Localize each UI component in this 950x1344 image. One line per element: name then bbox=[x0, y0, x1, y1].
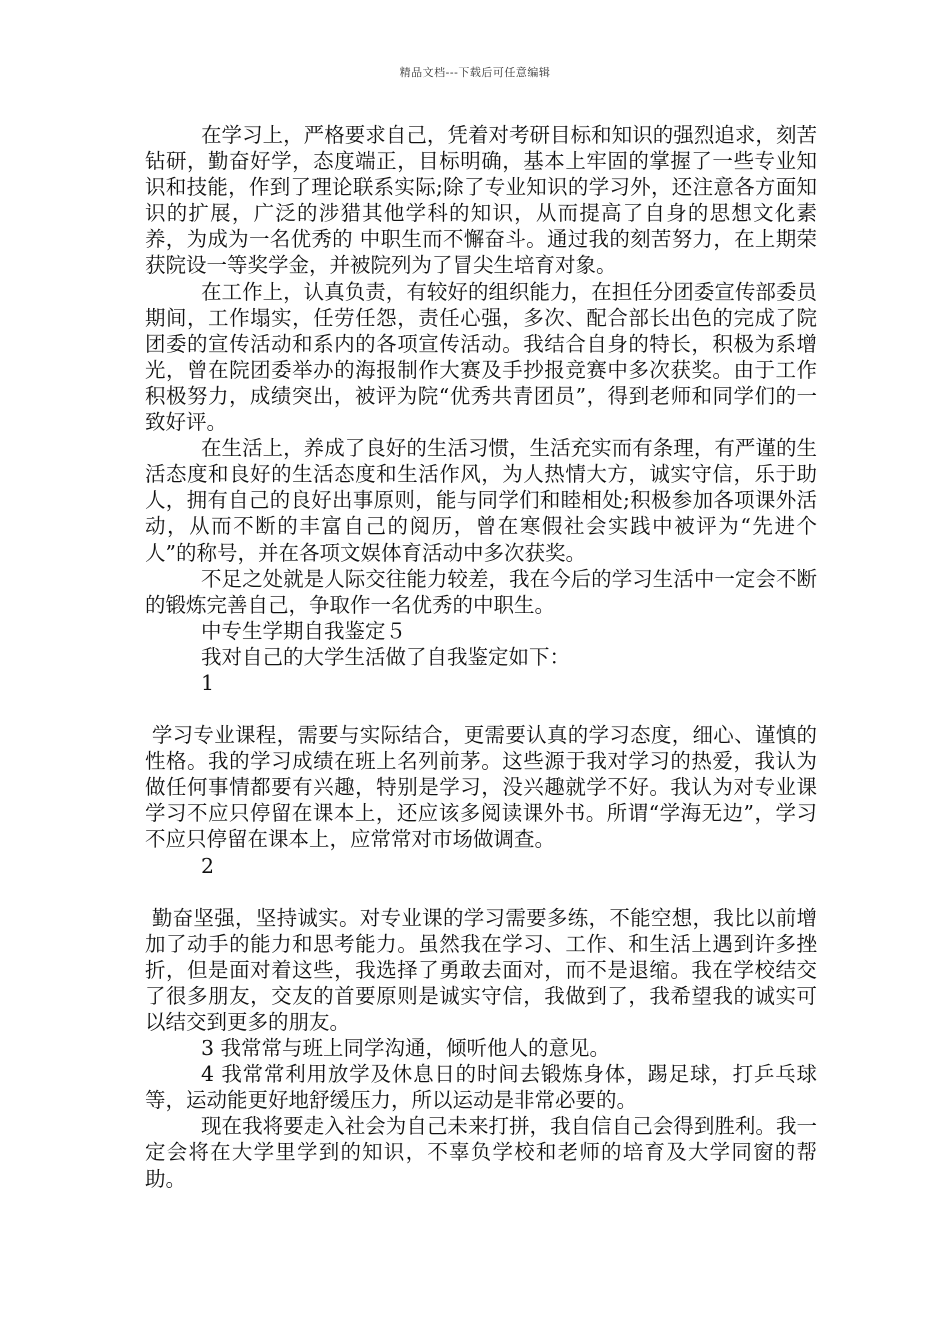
paragraph-life: 在生活上，养成了良好的生活习惯，生活充实而有条理，有严谨的生活态度和良好的生活态度和生活作风，为人热情大方，诚实守信，乐于助人，拥有自己的良好出事原则，能与同学们和睦相处;积极参加各项课外活动，从而不断的丰富自己的阅历，曾在寒假社会实践中被评为“先进个人”的称号，并在各项文娱体育活动中多次获奖。 bbox=[145, 436, 817, 565]
paragraph-intro: 我对自己的大学生活做了自我鉴定如下： bbox=[201, 644, 570, 669]
document-body bbox=[145, 122, 817, 1192]
paragraph-study: 在学习上，严格要求自己，凭着对考研目标和知识的强烈追求，刻苦钻研，勤奋好学，态度端正，目标明确，基本上牢固的掌握了一些专业知识和技能，作到了理论联系实际;除了专业知识的学习外，还注意各方面知识的扩展，广泛的涉猎其他学科的知识，从而提高了自身的思想文化素养，为成为一名优秀的 中职生而不懈奋斗。通过我的刻苦努力，在上期荣获院设一等奖学金，并被院列为了冒尖生培育对象。 bbox=[145, 123, 817, 278]
paragraph-item-4: 4 我常常利用放学及休息日的时间去锻炼身体，踢足球，打乒乓球等，运动能更好地舒缓压力，所以运动是非常必要的。 bbox=[145, 1062, 817, 1113]
paragraph-work: 在工作上，认真负责，有较好的组织能力，在担任分团委宣传部委员期间，工作塌实，任劳任怨，责任心强，多次、配合部长出色的完成了院团委的宣传活动和系内的各项宣传活动。我结合自身的特长，积极为系增光，曾在院团委举办的海报制作大赛及手抄报竞赛中多次获奖。由于工作积极努力，成绩突出，被评为院“优秀共青团员”，得到老师和同学们的一致好评。 bbox=[145, 279, 817, 435]
paragraph-conclusion: 现在我将要走入社会为自己未来打拼，我自信自己会得到胜利。我一定会将在大学里学到的知识，不辜负学校和老师的培育及大学同窗的帮助。 bbox=[145, 1114, 817, 1191]
item-number-1: 1 bbox=[201, 670, 215, 695]
paragraph-shortcomings: 不足之处就是人际交往能力较差，我在今后的学习生活中一定会不断的锻炼完善自己，争取作一名优秀的中职生。 bbox=[145, 566, 817, 617]
paragraph-item-1: 学习专业课程，需要与实际结合，更需要认真的学习态度，细心、谨慎的性格。我的学习成绩在班上名列前茅。这些源于我对学习的热爱，我认为做任何事情都要有兴趣，特别是学习，没兴趣就学不好。我认为对专业课学习不应只停留在课本上，还应该多阅读课外书。所谓“学海无边”，学习不应只停留在课本上，应常常对市场做调查。 bbox=[145, 723, 817, 852]
spacer bbox=[145, 879, 817, 905]
paragraph-item-3: 3 我常常与班上同学沟通，倾听他人的意见。 bbox=[201, 1036, 611, 1061]
item-number-2: 2 bbox=[201, 853, 215, 878]
section-title: 中专生学期自我鉴定５ bbox=[201, 618, 406, 643]
page-header: 精品文档---下载后可任意编辑 bbox=[399, 66, 551, 79]
paragraph-item-2: 勤奋坚强，坚持诚实。对专业课的学习需要多练，不能空想，我比以前增加了动手的能力和思考能力。虽然我在学习、工作、和生活上遇到许多挫折，但是面对着这些，我选择了勇敢去面对，而不是退缩。我在学校结交了很多朋友，交友的首要原则是诚实守信，我做到了，我希望我的诚实可以结交到更多的朋友。 bbox=[145, 905, 817, 1034]
spacer bbox=[145, 696, 817, 722]
